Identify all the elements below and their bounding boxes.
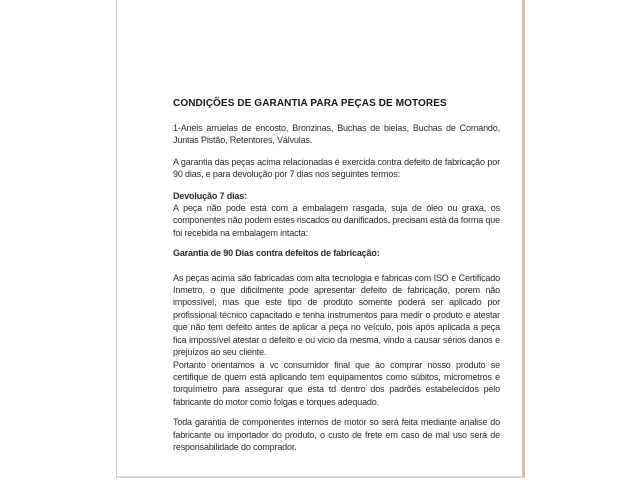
closing-paragraph: Toda garantia de componentes internos de motor so será feita mediante analise do fabricante ou importador do produto, o custo de frete em caso de mal uso será de responsabilidade do comprador. [173,417,500,452]
return-policy-heading: Devolução 7 dias: [173,190,247,201]
warranty-body-paragraph-2: Portanto orientamos a vc consumidor final que ao comprar nosso produto se certifique de quem está aplicando tem equipamentos como súbitos, micrometros e torquímetro para assegurar que esta td dentro dos padrões estabelecidos pelo fabricante do motor como folgas e torques adequado. [173,359,500,407]
parts-list-paragraph: 1-Aneis arruelas de encosto, Bronzinas, Buchas de bielas, Buchas de Comando, Juntas Pistão, Retentores, Válvulas. [173,123,500,146]
document-content [173,98,500,453]
warranty-90-days-heading: Garantia de 90 Dias contra defeitos de fabricação: [173,248,380,259]
page-title: CONDIÇÕES DE GARANTIA PARA PEÇAS DE MOTORES [173,98,447,109]
return-policy-paragraph: A peça não pode está com a embalagem rasgada, suja de óleo ou graxa, os componentes não podem estes riscados ou danificados, precisam está da forma que foi recebida na embalagem intacta: [173,203,500,238]
warranty-terms-paragraph: A garantia das peças acima relacionadas é exercida contra defeito de fabricação por 90 dias, e para devolução por 7 dias nos seguintes termos: [173,156,500,180]
warranty-body-paragraph-1: As peças acima são fabricadas com alta tecnologia e fabricas com ISO e Certificado Inmetro, o que dificilmente pode apresentar defeito de fabricação, porem não impossível, mas que este tipo de produto somente poderá ser aplicado por profissional técnico capacitado e tenha instrumentos para medir o produto e atestar que não tem defeito antes de aplicar a peça no veículo, pois após aplicada a peça fica impossível atestar o defeito e ou vicio da mesma, vindo a causar sérios danos e prejuízos ao seu cliente. [173,272,500,358]
